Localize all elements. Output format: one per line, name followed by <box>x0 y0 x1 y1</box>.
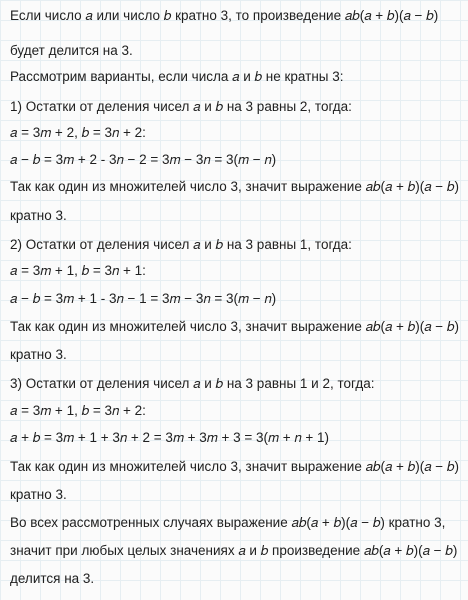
case-1-heading: 1) Остатки от деления чисел 𝑎 и 𝑏 на 3 равны 2, тогда: <box>10 99 352 114</box>
case-3-conclusion: Так как один из множителей число 3, значит выражение 𝑎𝑏(𝑎 + 𝑏)(𝑎 − 𝑏) <box>10 459 459 474</box>
case-1-conclusion-cont: кратно 3. <box>10 208 67 223</box>
text-line-intro-cont: будет делится на 3. <box>10 43 133 58</box>
case-2-definitions: 𝑎 = 3𝑚 + 1, 𝑏 = 3𝑛 + 1: <box>10 263 146 278</box>
case-1-conclusion: Так как один из множителей число 3, значит выражение 𝑎𝑏(𝑎 + 𝑏)(𝑎 − 𝑏) <box>10 179 459 194</box>
case-3-definitions: 𝑎 = 3𝑚 + 1, 𝑏 = 3𝑛 + 2: <box>10 403 146 418</box>
final-conclusion: Во всех рассмотренных случаях выражение 𝑎𝑏(𝑎 + 𝑏)(𝑎 − 𝑏) кратно 3, <box>10 515 446 530</box>
final-conclusion-cont: значит при любых целых значениях 𝑎 и 𝑏 произведение 𝑎𝑏(𝑎 + 𝑏)(𝑎 − 𝑏) <box>10 543 458 558</box>
text-line-intro: Если число 𝑎 или число 𝑏 кратно 3, то произведение 𝑎𝑏(𝑎 + 𝑏)(𝑎 − 𝑏) <box>10 8 439 23</box>
case-2-conclusion: Так как один из множителей число 3, значит выражение 𝑎𝑏(𝑎 + 𝑏)(𝑎 − 𝑏) <box>10 319 459 334</box>
case-2-equation: 𝑎 − 𝑏 = 3𝑚 + 1 - 3𝑛 − 1 = 3𝑚 − 3𝑛 = 3(𝑚 − 𝑛) <box>10 291 277 306</box>
final-conclusion-end: делится на 3. <box>10 571 95 586</box>
case-3-equation: 𝑎 + 𝑏 = 3𝑚 + 1 + 3𝑛 + 2 = 3𝑚 + 3𝑚 + 3 = 3(𝑚 + 𝑛 + 1) <box>10 430 330 445</box>
case-2-heading: 2) Остатки от деления чисел 𝑎 и 𝑏 на 3 равны 1, тогда: <box>10 237 352 252</box>
case-3-conclusion-cont: кратно 3. <box>10 487 67 502</box>
case-1-definitions: 𝑎 = 3𝑚 + 2, 𝑏 = 3𝑛 + 2: <box>10 125 146 140</box>
case-3-heading: 3) Остатки от деления чисел 𝑎 и 𝑏 на 3 равны 1 и 2, тогда: <box>10 376 375 391</box>
case-1-equation: 𝑎 − 𝑏 = 3𝑚 + 2 - 3𝑛 − 2 = 3𝑚 − 3𝑛 = 3(𝑚 − 𝑛) <box>10 152 277 167</box>
text-line-consider: Рассмотрим варианты, если числа 𝑎 и 𝑏 не кратны 3: <box>10 69 344 84</box>
case-2-conclusion-cont: кратно 3. <box>10 347 67 362</box>
